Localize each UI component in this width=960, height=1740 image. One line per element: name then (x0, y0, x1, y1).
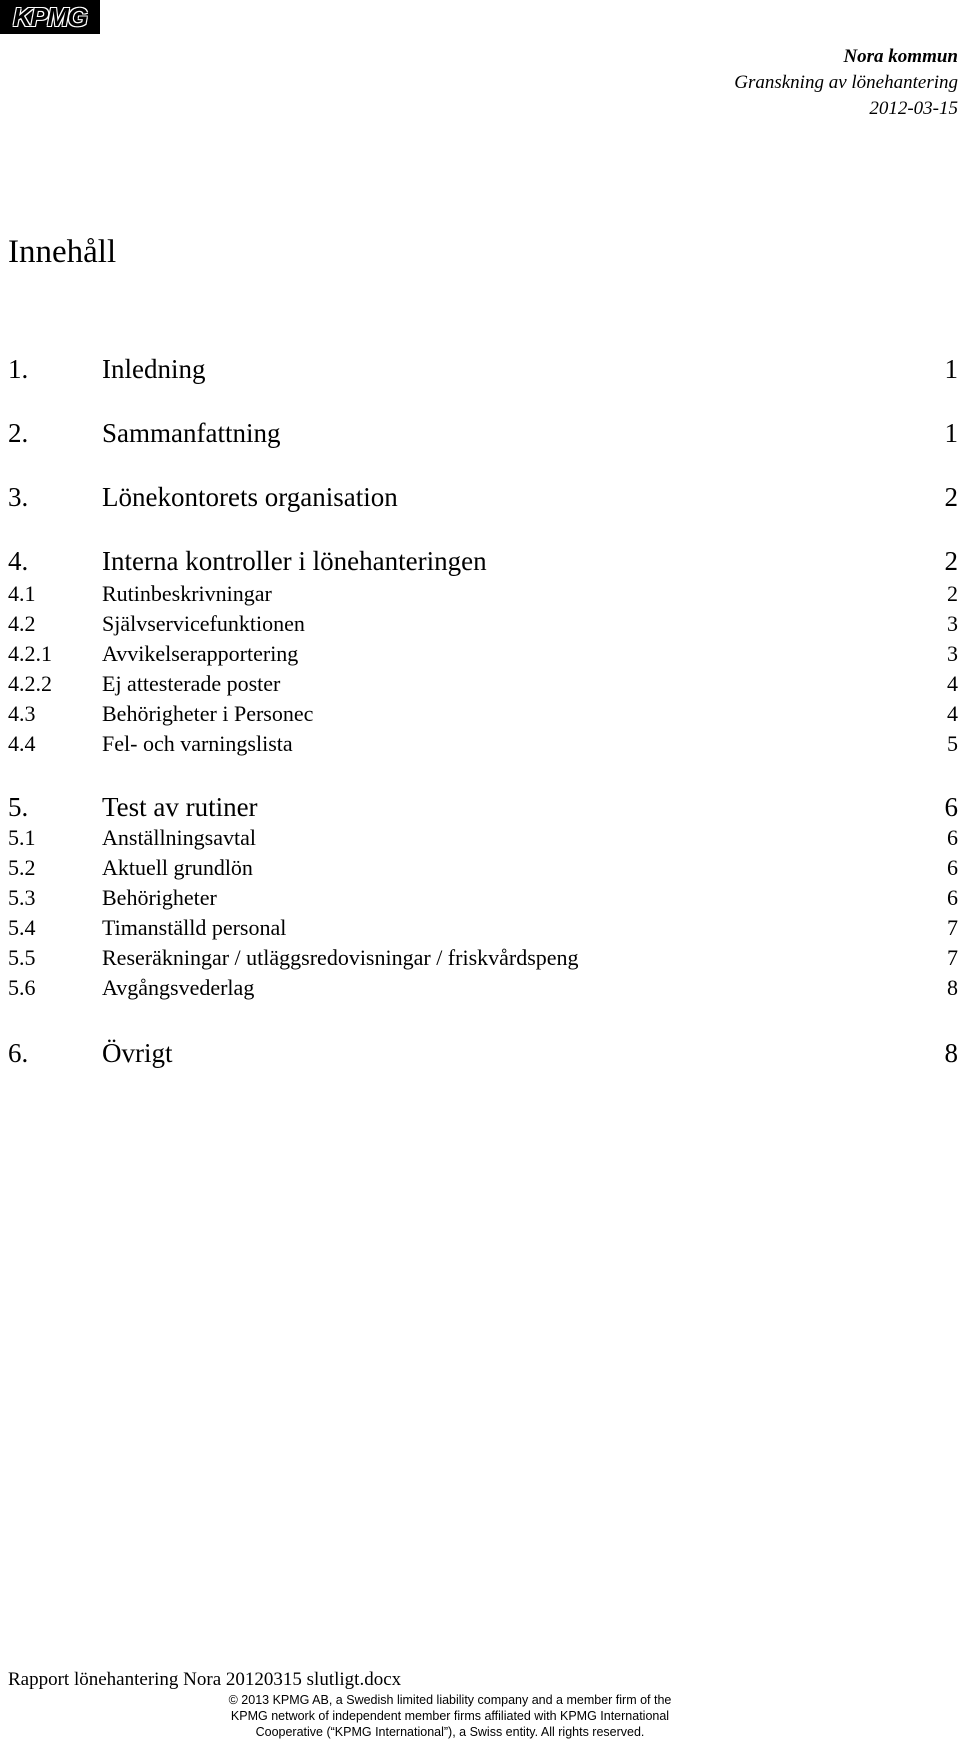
header-date: 2012-03-15 (869, 98, 958, 119)
toc-entry[interactable] (0, 482, 960, 512)
toc-entry-page: 8 (947, 975, 958, 1000)
toc-entry[interactable] (0, 1038, 960, 1068)
toc-entry-page: 1 (944, 418, 958, 448)
toc-entry[interactable] (0, 792, 960, 822)
toc-entry-number: 2. (8, 418, 29, 448)
toc-entry[interactable] (0, 611, 960, 641)
footer-legal-line: © 2013 KPMG AB, a Swedish limited liability company and a member firm of the (228, 1693, 672, 1707)
toc-entry[interactable] (0, 671, 960, 701)
toc-entry[interactable] (0, 546, 960, 576)
header-client: Nora kommun (843, 46, 958, 67)
toc-entry-label: Behörigheter (102, 885, 217, 910)
toc-entry[interactable] (0, 354, 960, 384)
toc-entry[interactable] (0, 581, 960, 611)
toc-entry-number: 1. (8, 354, 29, 384)
footer-legal-line: KPMG network of independent member firms affiliated with KPMG International (230, 1709, 670, 1723)
toc-entry[interactable] (0, 855, 960, 885)
toc-entry-page: 4 (947, 671, 958, 696)
toc-entry-number: 5.1 (8, 825, 36, 850)
toc-entry-number: 6. (8, 1038, 29, 1068)
toc-entry-label: Övrigt (102, 1038, 173, 1068)
toc-entry-page: 8 (944, 1038, 958, 1068)
toc-title: Innehåll (8, 234, 117, 270)
toc-entry-label: Sammanfattning (102, 418, 281, 448)
toc-entry-page: 6 (947, 885, 958, 910)
document-header (734, 44, 958, 122)
toc-entry-number: 4.2.2 (8, 671, 52, 696)
toc-entry[interactable] (0, 915, 960, 945)
toc-entry-page: 6 (944, 792, 958, 822)
toc-entry-number: 4. (8, 546, 29, 576)
toc-entry-label: Avgångsvederlag (102, 975, 255, 1000)
footer-legal (206, 1692, 694, 1740)
header-subject: Granskning av lönehantering (734, 72, 958, 93)
toc-entry-label: Inledning (102, 354, 206, 384)
toc-entry-number: 4.2.1 (8, 641, 52, 666)
toc-entry-number: 5.2 (8, 855, 36, 880)
toc-entry-label: Behörigheter i Personec (102, 701, 314, 726)
toc-entry-number: 4.4 (8, 731, 36, 756)
toc-entry[interactable] (0, 975, 960, 1005)
toc-entry[interactable] (0, 731, 960, 761)
toc-entry-page: 1 (944, 354, 958, 384)
toc-entry-page: 2 (944, 546, 958, 576)
toc-entry-page: 6 (947, 855, 958, 880)
toc-entry-label: Rutinbeskrivningar (102, 581, 272, 606)
toc-entry-page: 3 (947, 641, 958, 666)
toc-entry[interactable] (0, 825, 960, 855)
toc-entry-number: 3. (8, 482, 29, 512)
footer-filename: Rapport lönehantering Nora 20120315 slutligt.docx (8, 1669, 402, 1690)
toc-entry-label: Interna kontroller i lönehanteringen (102, 546, 487, 576)
toc-entry-number: 4.1 (8, 581, 36, 606)
toc-entry-page: 5 (947, 731, 958, 756)
toc-entry-page: 4 (947, 701, 958, 726)
toc-entry-page: 2 (947, 581, 958, 606)
toc-entry[interactable] (0, 418, 960, 448)
toc-entry-number: 5.4 (8, 915, 36, 940)
toc-entry-label: Lönekontorets organisation (102, 482, 398, 512)
toc-entry-label: Timanställd personal (102, 915, 287, 940)
toc-entry-label: Självservicefunktionen (102, 611, 305, 636)
footer-legal-line: Cooperative (“KPMG International”), a Swiss entity. All rights reserved. (255, 1725, 645, 1739)
kpmg-logo (0, 0, 100, 34)
toc-entry-label: Fel- och varningslista (102, 731, 293, 756)
toc-entry-number: 5.6 (8, 975, 36, 1000)
toc-entry-page: 2 (944, 482, 958, 512)
toc-entry[interactable] (0, 945, 960, 975)
toc-entry-label: Anställningsavtal (102, 825, 256, 850)
toc-entry-number: 5.3 (8, 885, 36, 910)
toc-entry-page: 3 (947, 611, 958, 636)
toc-entry-label: Test av rutiner (102, 792, 258, 822)
toc-entry-page: 7 (947, 915, 958, 940)
toc-entry-label: Aktuell grundlön (102, 855, 253, 880)
toc-entry-number: 4.2 (8, 611, 36, 636)
toc-entry-page: 7 (947, 945, 958, 970)
toc-entry[interactable] (0, 701, 960, 731)
toc-entry-number: 5.5 (8, 945, 36, 970)
toc-entry[interactable] (0, 885, 960, 915)
toc-entry[interactable] (0, 641, 960, 671)
toc-entry-label: Reseräkningar / utläggsredovisningar / friskvårdspeng (102, 945, 579, 970)
toc-entry-number: 5. (8, 792, 29, 822)
toc-entry-number: 4.3 (8, 701, 36, 726)
logo-text: KPMG (13, 1, 87, 32)
toc-entry-page: 6 (947, 825, 958, 850)
toc-entry-label: Avvikelserapportering (102, 641, 299, 666)
toc-entry-label: Ej attesterade poster (102, 671, 281, 696)
